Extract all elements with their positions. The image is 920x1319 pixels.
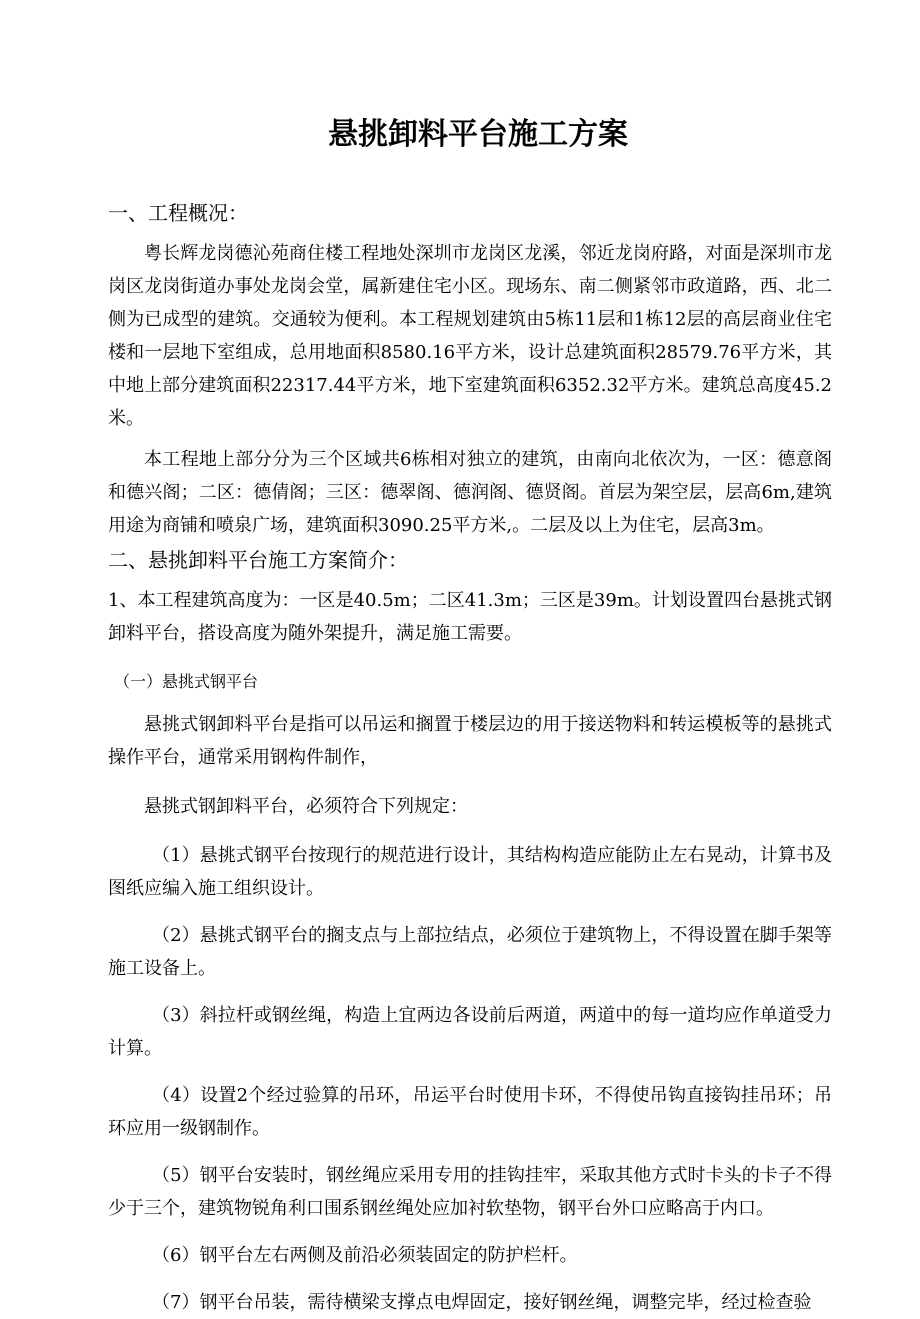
rule-item-6: （6）钢平台左右两侧及前沿必须装固定的防护栏杆。 (152, 1245, 578, 1266)
rule-item-7: （7）钢平台吊装，需待横梁支撑点电焊固定，接好钢丝绳，调整完毕，经过检查验 (152, 1292, 812, 1313)
section-heading-plan: 二、悬挑卸料平台施工方案简介： (108, 548, 408, 572)
rule-item-1: （1）悬挑式钢平台按现行的规范进行设计，其结构构造应能防止左右晃动，计算书及图纸应编入施工组织设计。 (108, 845, 832, 899)
section-heading-overview: 一、工程概况： (108, 201, 248, 225)
overview-paragraph-2: 本工程地上部分分为三个区域共6栋相对独立的建筑，由南向北依次为，一区：德意阁和德兴阁；二区：德倩阁；三区：德翠阁、德润阁、德贤阁。首层为架空层，层高6m,建筑用途为商铺和喷泉广场，建筑面积3090.25平方米,。二层及以上为住宅，层高3m。 (108, 449, 832, 536)
rule-item-5: （5）钢平台安装时，钢丝绳应采用专用的挂钩挂牢，采取其他方式时卡头的卡子不得少于三个，建筑物锐角利口围系钢丝绳处应加衬软垫物，钢平台外口应略高于内口。 (108, 1165, 832, 1219)
rule-item-4: （4）设置2个经过验算的吊环，吊运平台时使用卡环，不得使吊钩直接钩挂吊环；吊环应用一级钢制作。 (108, 1085, 832, 1139)
document-title: 悬挑卸料平台施工方案 (328, 117, 628, 152)
platform-intro-paragraph: 悬挑式钢卸料平台是指可以吊运和搁置于楼层边的用于接送物料和转运模板等的悬挑式操作平台，通常采用钢构件制作， (108, 714, 832, 768)
plan-point-1: 1、本工程建筑高度为：一区是40.5m；二区41.3m；三区是39m。计划设置四台悬挑式钢卸料平台，搭设高度为随外架提升，满足施工需要。 (108, 590, 832, 644)
rule-item-3: （3）斜拉杆或钢丝绳，构造上宜两边各设前后两道，两道中的每一道均应作单道受力计算。 (108, 1005, 832, 1059)
overview-paragraph-1: 粤长辉龙岗德沁苑商住楼工程地处深圳市龙岗区龙溪，邻近龙岗府路，对面是深圳市龙岗区龙岗街道办事处龙岗会堂，属新建住宅小区。现场东、南二侧紧邻市政道路，西、北二侧为已成型的建筑。交通较为便利。本工程规划建筑由5栋11层和1栋12层的高层商业住宅楼和一层地下室组成，总用地面积8580.16平方米，设计总建筑面积28579.76平方米，其中地上部分建筑面积22317.44平方米，地下室建筑面积6352.32平方米。建筑总高度45.2米。 (108, 243, 832, 429)
platform-rules-intro: 悬挑式钢卸料平台，必须符合下列规定： (144, 796, 468, 817)
rule-item-2: （2）悬挑式钢平台的搁支点与上部拉结点，必须位于建筑物上，不得设置在脚手架等施工设备上。 (108, 925, 832, 979)
subsection-heading-steel-platform: （一）悬挑式钢平台 (114, 672, 259, 691)
